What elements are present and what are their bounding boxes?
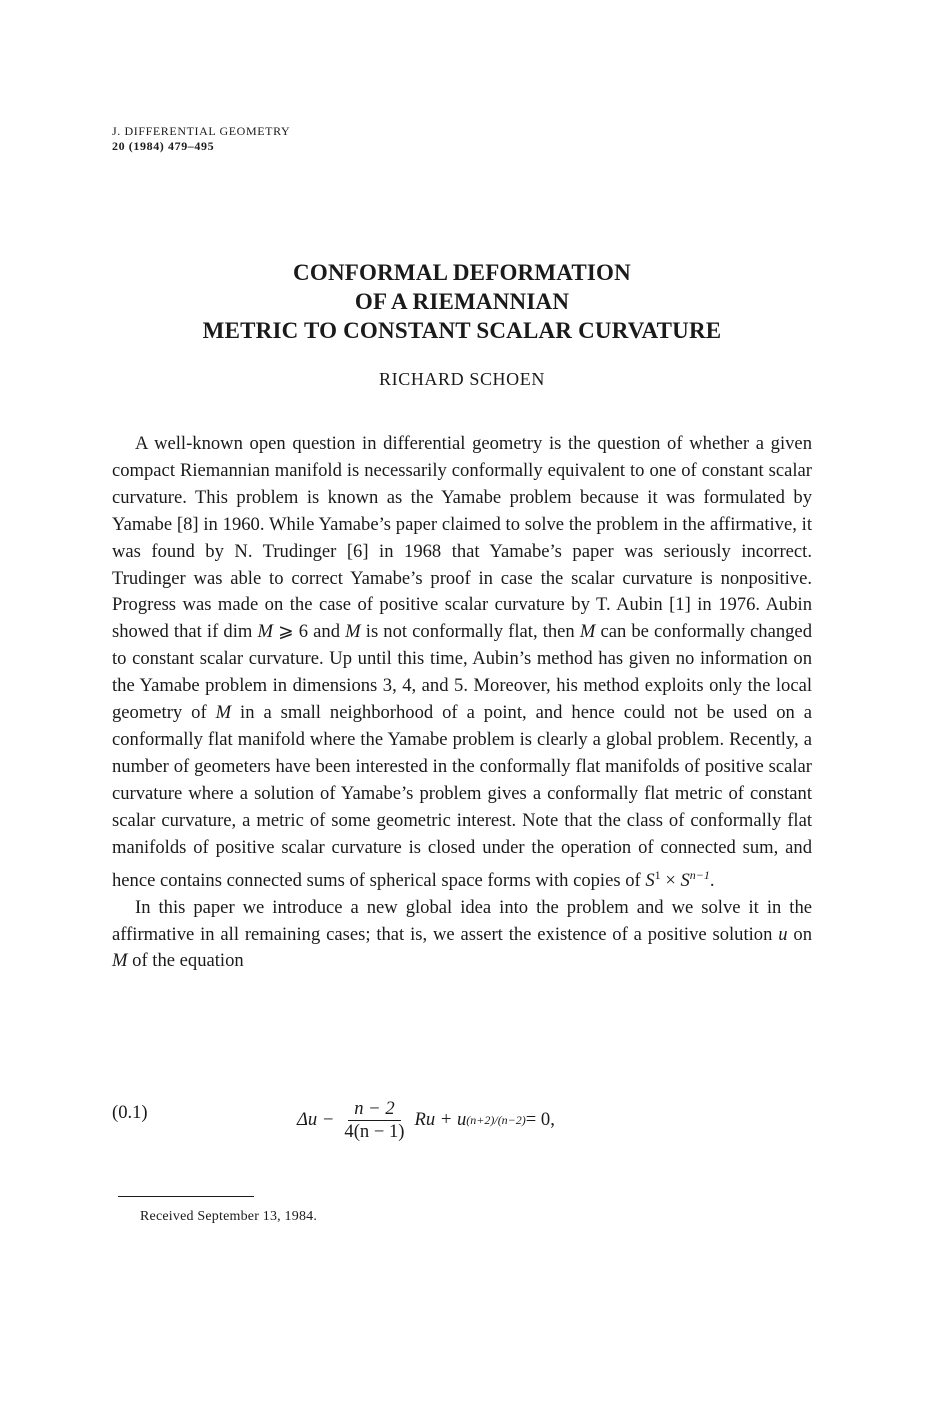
math-M: M: [345, 621, 361, 643]
equation-lhs: Δu −: [297, 1109, 335, 1130]
equation-rhs: = 0,: [525, 1109, 555, 1130]
p2-text-c: of the equation: [127, 950, 244, 972]
equation-exponent: (n+2)/(n−2): [466, 1112, 526, 1127]
fraction-denominator: 4(n − 1): [344, 1120, 405, 1142]
footnote-rule: [118, 1196, 254, 1197]
math-M: M: [112, 950, 128, 972]
math-M: M: [579, 621, 596, 643]
title-line-1: CONFORMAL DEFORMATION: [293, 260, 631, 285]
p2-text-a: In this paper we introduce a new global idea into the problem and we solve it in the affirmative in all remaining cases; that is, we assert the existence of a positive solution: [112, 896, 812, 945]
p1-text-d: can be conformally changed to constant scalar curvature. Up until this time, Aubin’s method has given no information on the Yamabe problem in dimensions 3, 4, and 5. Moreover, his method exploits only the local geometry of: [112, 621, 812, 724]
paragraph-1: [112, 431, 812, 895]
journal-name: J. DIFFERENTIAL GEOMETRY: [112, 124, 291, 138]
p1-text-a: A well-known open question in differential geometry is the question of whether a given compact Riemannian manifold is necessarily conformally equivalent to one of constant scalar curvature. This problem is known as the Yamabe problem because it was formulated by Yamabe [8] in 1960. While Yamabe’s paper claimed to solve the problem in the affirmative, it was found by N. Trudinger [6] in 1968 that Yamabe’s paper was seriously incorrect. Trudinger was able to correct Yamabe’s proof in case the scalar curvature is nonpositive. Progress was made on the case of positive scalar curvature by T. Aubin [1] in 1976. Aubin showed that if dim: [112, 433, 812, 643]
journal-volume: 20 (1984) 479–495: [112, 139, 215, 153]
equation-mid: Ru + u: [414, 1109, 467, 1130]
math-S: S: [645, 869, 655, 891]
p1-text-c: is not conformally flat, then: [360, 621, 580, 643]
math-sup: n−1: [689, 867, 710, 882]
journal-header: [112, 124, 290, 154]
equation-fraction: [338, 1098, 410, 1143]
math-times: ×: [660, 869, 681, 891]
equation-0-1: [112, 1094, 812, 1150]
title-line-2: OF A RIEMANNIAN: [354, 289, 570, 314]
fraction-numerator: n − 2: [348, 1098, 400, 1121]
math-sup: 1: [654, 867, 661, 882]
p1-text-e: in a small neighborhood of a point, and hence could not be used on a conformally flat manifold where the Yamabe problem is clearly a global problem. Recently, a number of geometers have been interested in the conformally flat manifolds of positive scalar curvature where a solution of Yamabe’s problem gives a conformally flat metric of constant scalar curvature, a metric of some geometric interest. Note that the class of conformally flat manifolds of positive scalar curvature is closed under the operation of connected sum, and hence contains connected sums of spherical space forms with copies of: [112, 702, 812, 891]
footnote: Received September 13, 1984.: [140, 1209, 318, 1224]
paper-title: [0, 258, 924, 345]
equation-body: [297, 1094, 555, 1146]
math-u: u: [778, 923, 788, 945]
math-M: M: [215, 702, 232, 724]
p2-text-b: on: [787, 923, 812, 945]
title-line-3: METRIC TO CONSTANT SCALAR CURVATURE: [202, 318, 722, 343]
p1-text-b: ⩾ 6 and: [272, 621, 346, 643]
math-M: M: [257, 621, 273, 643]
equation-label: (0.1): [112, 1102, 148, 1123]
math-S: S: [680, 869, 690, 891]
author-name: RICHARD SCHOEN: [379, 369, 545, 389]
body-text: [112, 431, 812, 975]
paragraph-2: [112, 895, 812, 976]
p1-end: .: [709, 869, 715, 891]
